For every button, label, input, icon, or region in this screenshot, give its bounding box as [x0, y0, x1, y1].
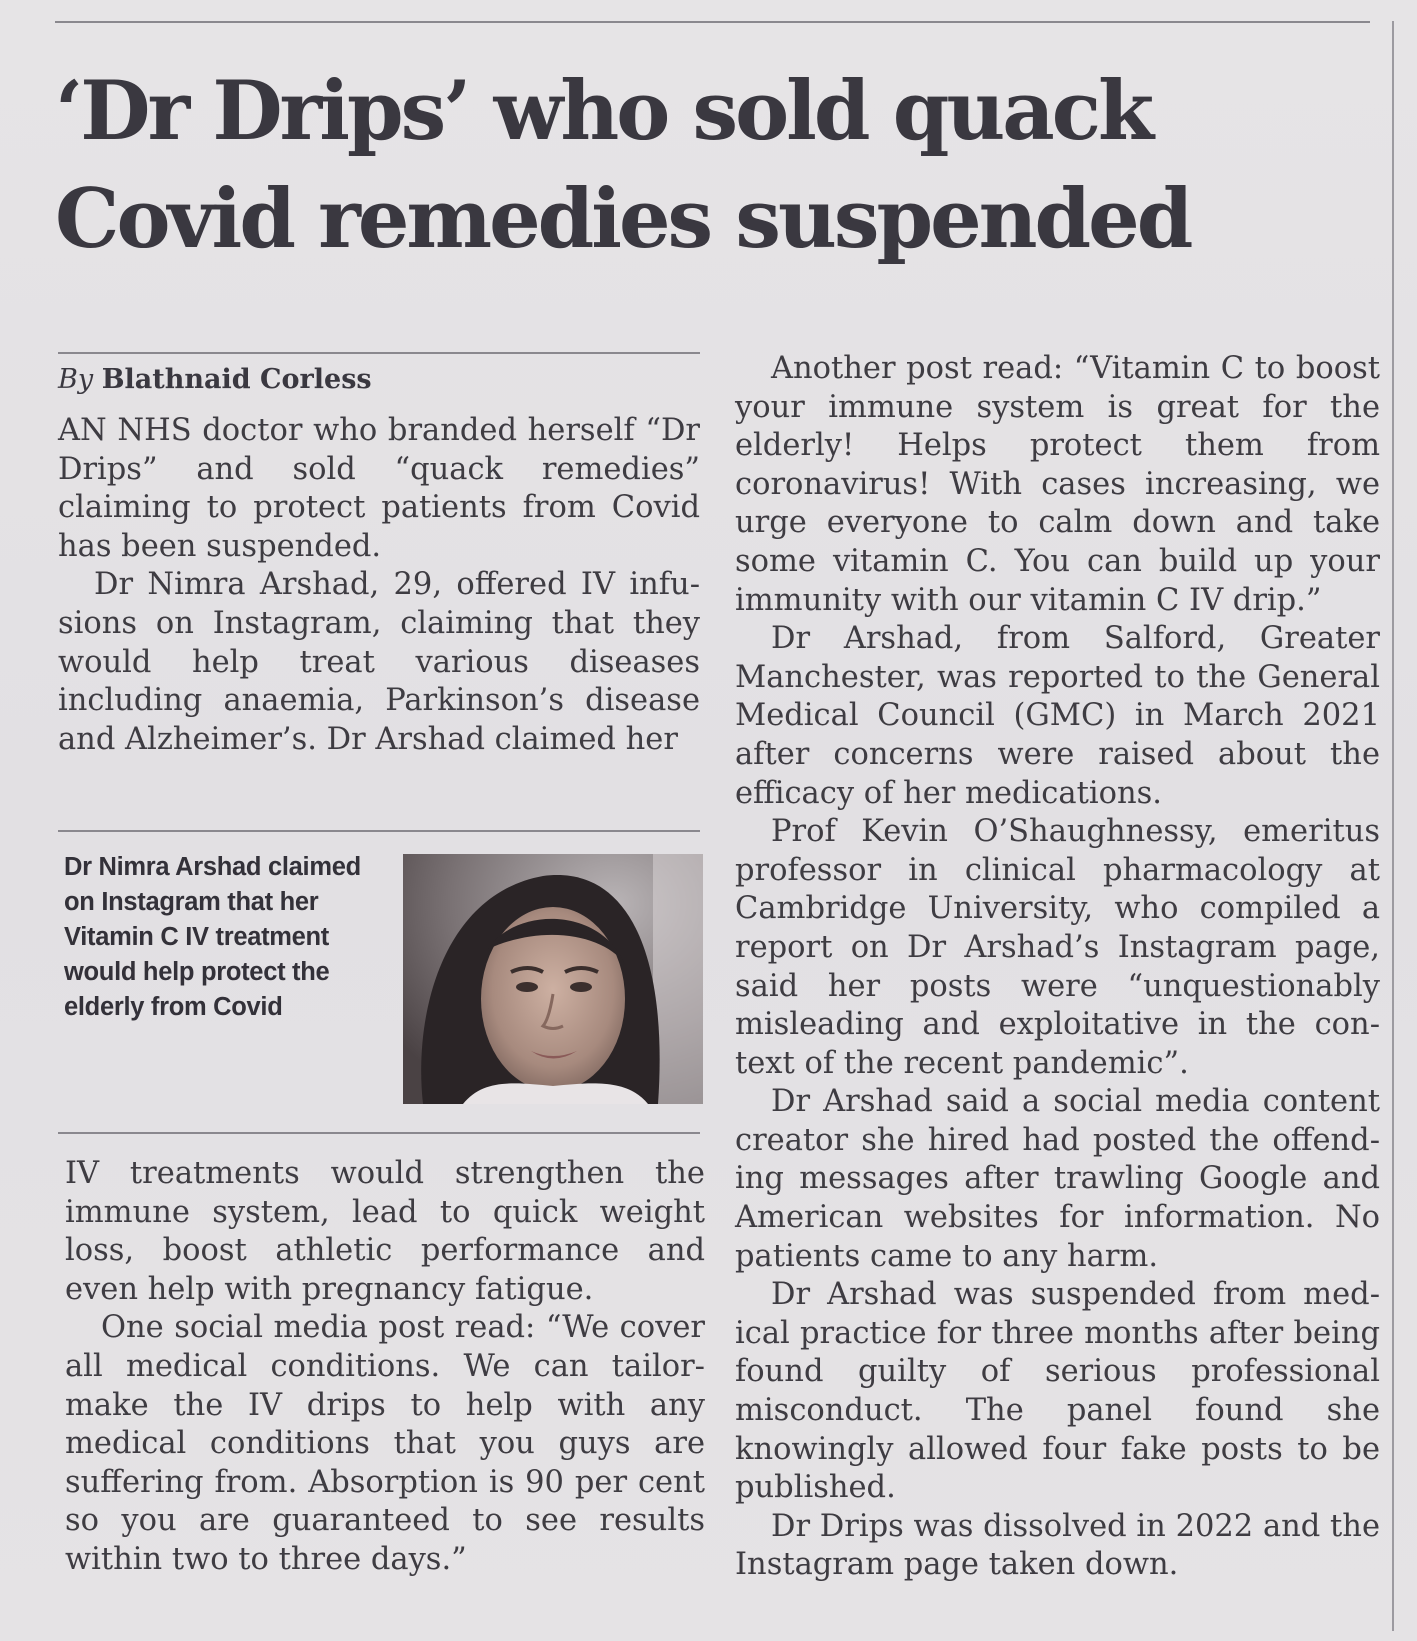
paragraph: AN NHS doctor who branded herself “Dr Drips” and sold “quack remedies” claiming to protect patients from Covid has been suspended.	[58, 413, 700, 564]
paragraph: Dr Arshad said a social media content creator she hired had posted the offending messages after trawling Google and American websites for information. No patients came to any harm.	[735, 1084, 1380, 1274]
article-body-right	[735, 350, 1380, 1585]
top-rule	[55, 21, 1370, 23]
byline-rule	[58, 352, 700, 354]
caption-rule-bottom	[58, 1132, 700, 1134]
caption-rule-top	[58, 830, 700, 832]
photo-caption: Dr Nimra Arshad claimed on Instagram that her Vitamin C IV treatment would help protect the elderly from Covid	[64, 853, 361, 1021]
article-body-left-top	[58, 412, 700, 759]
article-body-left-bottom	[65, 1155, 705, 1580]
paragraph: IV treatments would strengthen the immune system, lead to quick weight loss, boost athletic performance and even help with pregnancy fatigue.	[65, 1156, 705, 1307]
portrait-photo	[403, 854, 703, 1104]
left-column-bottom	[65, 1155, 705, 1580]
paragraph: Prof Kevin O’Shaughnessy, emeritus professor in clinical pharmacology at Cambridge University, who compiled a report on Dr Arshad’s Instagram page, said her posts were “unquestionably misleading and exploitative in the context of the recent pandemic”.	[735, 814, 1380, 1081]
paragraph: Dr Nimra Arshad, 29, offered IV infusions on Instagram, claiming that they would help treat various diseases including anaemia, Parkinson’s disease and Alzheimer’s. Dr Arshad claimed her	[58, 567, 700, 757]
paragraph: Another post read: “Vitamin C to boost your immune system is great for the elderly! Helps protect them from coronavirus! With cases increasing, we urge everyone to calm down and take some vitamin C. You can build up your immunity with our vitamin C IV drip.”	[735, 351, 1380, 618]
left-column-top	[58, 352, 700, 759]
paragraph: One social media post read: “We cover all medical conditions. We can tailor-make the IV drips to help with any medical conditions that you guys are suffering from. Absorption is 90 per cent so you are guaranteed to see results within two to three days.”	[65, 1310, 705, 1577]
right-column	[735, 350, 1380, 1585]
column-rule-right	[1392, 21, 1394, 1631]
headline: ‘Dr Drips’ who sold quack Covid remedies suspended	[55, 64, 1191, 267]
paragraph: Dr Arshad was suspended from medical practice for three months after being found guilty of serious professional misconduct. The panel found she knowingly allowed four fake posts to be published.	[735, 1277, 1380, 1506]
paragraph: Dr Arshad, from Salford, Greater Manchester, was reported to the General Medical Council (GMC) in March 2021 after concerns were raised about the efficacy of her medications.	[735, 621, 1380, 811]
byline-prefix: By	[58, 364, 94, 395]
paragraph: Dr Drips was dissolved in 2022 and the Instagram page taken down.	[735, 1508, 1380, 1583]
photo-with-caption	[58, 830, 700, 1136]
byline-author: Blathnaid Corless	[101, 364, 372, 395]
portrait-photo-icon	[403, 854, 703, 1104]
byline	[58, 362, 700, 398]
